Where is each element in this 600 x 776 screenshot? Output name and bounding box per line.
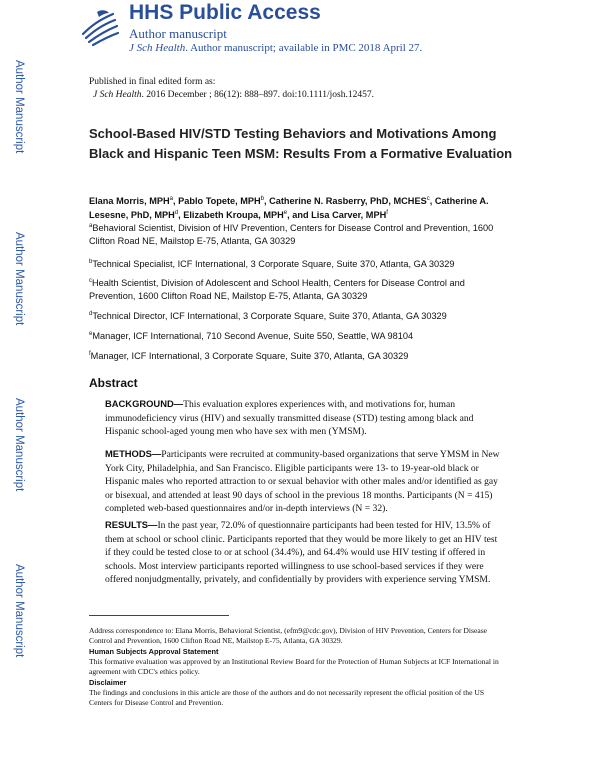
sidebar-author-manuscript-2: Author Manuscript — [13, 232, 25, 326]
author-sup: f — [386, 209, 388, 216]
author-sup: d — [174, 209, 179, 216]
author-sep: , — [178, 210, 184, 220]
journal-name: J Sch Health — [129, 42, 186, 54]
author-sup: a — [169, 195, 174, 202]
page-header — [77, 2, 497, 70]
author-name: Catherine N. Rasberry, PhD, MCHES — [269, 196, 427, 206]
human-subjects-heading: Human Subjects Approval Statement — [89, 647, 219, 656]
abstract-heading: Abstract — [89, 376, 138, 390]
author-name: Pablo Topete, MPH — [178, 196, 261, 206]
hhs-title: HHS Public Access — [129, 1, 321, 24]
citation-details: . 2016 December ; 86(12): 888–897. doi:10.1111/josh.12457. — [141, 90, 375, 100]
affiliation-text: Manager, ICF International, 710 Second Avenue, Suite 550, Seattle, WA 98104 — [92, 331, 414, 341]
availability-text: . Author manuscript; available in PMC 2018 April 27. — [185, 42, 423, 54]
affiliation-text: Technical Director, ICF International, 3 Corporate Square, Suite 370, Atlanta, GA 30329 — [92, 311, 447, 321]
citation-journal: J Sch Health — [93, 90, 142, 100]
human-subjects-note — [89, 647, 504, 677]
author-name: Elizabeth Kroupa, MPH — [183, 210, 284, 220]
published-line: Published in final edited form as: — [89, 77, 216, 87]
disclaimer-heading: Disclaimer — [89, 678, 127, 687]
methods-text: Participants were recruited at community-based organizations that serve YMSM in New York City, Philadelphia, and San Francisco. Eligible participants were 13- to 19-year-old black or Hispanic males who reported attraction to or sexual behavior with other males and/or identified as gay or bisexual, and attended at least 90 days of school in the previous 18 months. Participants (N = 415) completed web-based questionnaires and/or in-depth interviews (N = 32). — [105, 449, 500, 515]
disclaimer-note — [89, 678, 504, 708]
author-sep: , — [264, 196, 270, 206]
background-label: BACKGROUND— — [105, 398, 184, 409]
affiliation-text: Behavioral Scientist, Division of HIV Prevention, Centers for Disease Control and Prevention, 1600 Clifton Road NE, Mailstop E-75, Atlanta, GA 30329 — [89, 223, 494, 246]
affiliation-text: Health Scientist, Division of Adolescent and School Health, Centers for Disease Control and Prevention, 1600 Clifton Road NE, Mailstop E-75, Atlanta, GA 30329 — [89, 278, 465, 301]
author-sup: b — [260, 195, 264, 202]
author-list — [89, 194, 509, 222]
footnote-divider — [89, 615, 229, 616]
human-subjects-text: This formative evaluation was approved by an Institutional Review Board for the Protection of Human Subjects at ICF International in agreement with CDC's ethics policy. — [89, 657, 499, 676]
affiliation-sup: b — [89, 258, 93, 265]
citation-line — [89, 89, 374, 102]
author-sep: , and — [287, 210, 312, 220]
abstract-methods — [105, 447, 505, 516]
availability-line — [129, 42, 422, 54]
author-sup: e — [283, 209, 288, 216]
author-sup: c — [426, 195, 430, 202]
affiliation-sup: d — [89, 310, 93, 317]
author-manuscript-label: Author manuscript — [129, 26, 227, 41]
author-sep: , — [173, 196, 179, 206]
sidebar-author-manuscript-4: Author Manuscript — [13, 564, 25, 658]
publication-info — [89, 76, 374, 102]
affiliation — [89, 258, 509, 271]
article-title: School-Based HIV/STD Testing Behaviors and Motivations Among Black and Hispanic Teen MSM: Results From a Formative Evaluation — [89, 126, 513, 161]
affiliation — [89, 310, 509, 323]
affiliation-sup: f — [89, 350, 91, 357]
sidebar-author-manuscript-1: Author Manuscript — [13, 60, 25, 154]
results-label: RESULTS— — [105, 519, 158, 530]
background-text: This evaluation explores experiences with, and motivations for, human immunodeficiency virus (HIV) and sexually transmitted disease (STD) testing among black and Hispanic school-aged young men who have sex with men (YMSM). — [105, 399, 474, 438]
disclaimer-text: The findings and conclusions in this article are those of the authors and do not necessarily represent the official position of the US Centers for Disease Control and Prevention. — [89, 688, 485, 707]
affiliation-text: Technical Specialist, ICF International, 3 Corporate Square, Suite 370, Atlanta, GA 30329 — [92, 259, 455, 269]
author-name: Lisa Carver, MPH — [311, 210, 387, 220]
abstract-background — [105, 397, 505, 439]
correspondence-note: Address correspondence to: Elana Morris, Behavioral Scientist, (efm9@cdc.gov), Division of HIV Prevention, Centers for Disease Control and Prevention, 1600 Clifton Road NE, Mailstop E-75, Atlanta, GA 30329. — [89, 626, 488, 645]
affiliation-sup: a — [89, 222, 93, 229]
methods-label: METHODS— — [105, 448, 162, 459]
affiliation — [89, 330, 509, 343]
affiliation — [89, 350, 509, 363]
results-text: In the past year, 72.0% of questionnaire participants had been tested for HIV, 13.5% of them at school or school clinic. Participants reported that they would be more likely to get an HIV test if they could be tested close to or at school (34.4%), and 64.4% would use HIV testing if offered in schools. Most interview participants reported willingness to use school-based services if they were offered nonjudgmentally, privately, and confidentially by providers with experience serving YMSM. — [105, 520, 498, 586]
affiliation — [89, 222, 509, 248]
author-name: Elana Morris, MPH — [89, 196, 170, 206]
author-name: Catherine A. Lesesne, PhD, MPH — [89, 196, 489, 220]
affiliation-text: Manager, ICF International, 3 Corporate Square, Suite 370, Atlanta, GA 30329 — [90, 351, 409, 361]
author-sep: , — [429, 196, 435, 206]
sidebar-author-manuscript-3: Author Manuscript — [13, 398, 25, 492]
hhs-eagle-logo-icon — [77, 4, 123, 50]
affiliation — [89, 277, 509, 303]
affiliation-sup: e — [89, 330, 93, 337]
affiliation-sup: c — [89, 277, 92, 284]
abstract-results — [105, 518, 505, 587]
